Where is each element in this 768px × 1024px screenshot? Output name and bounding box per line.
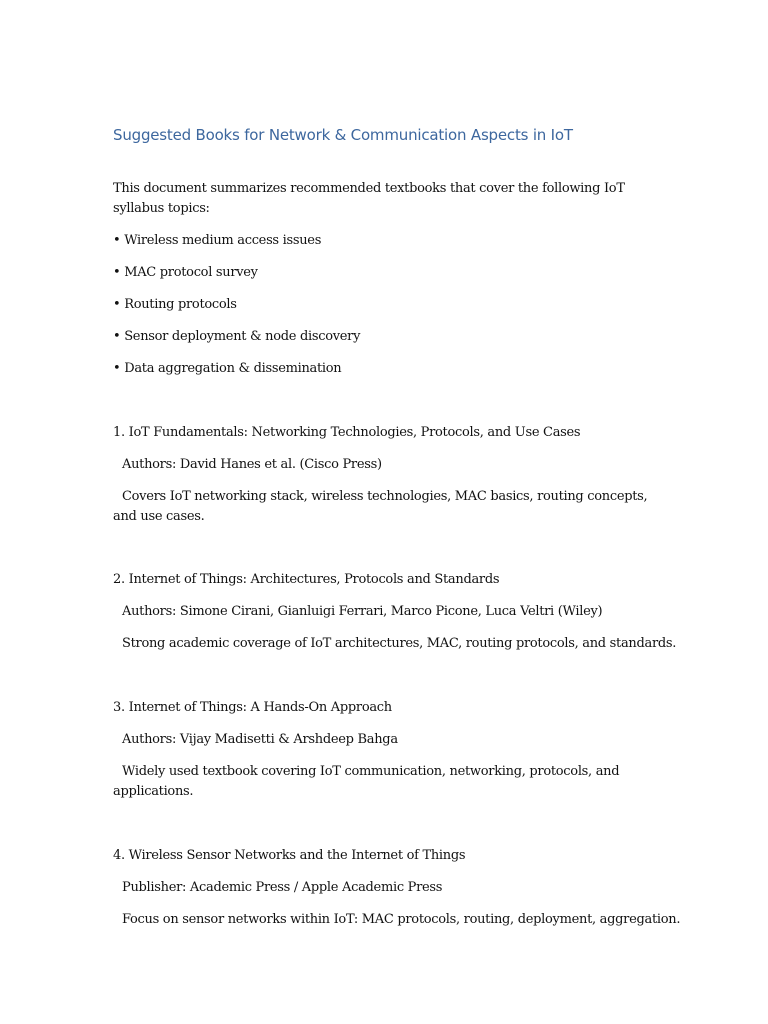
book-credit: Authors: David Hanes et al. (Cisco Press) — [122, 457, 382, 472]
topic-item: • Data aggregation & dissemination — [113, 361, 342, 376]
book-title: 3. Internet of Things: A Hands-On Approach — [113, 700, 392, 715]
topic-item: • Routing protocols — [113, 297, 237, 312]
book-credit: Authors: Vijay Madisetti & Arshdeep Bahga — [122, 732, 398, 747]
book-title: 1. IoT Fundamentals: Networking Technologies, Protocols, and Use Cases — [113, 425, 581, 440]
book-description: Strong academic coverage of IoT architectures, MAC, routing protocols, and standards. — [122, 636, 677, 651]
intro-paragraph: This document summarizes recommended textbooks that cover the following IoT syllabus topics: — [113, 181, 625, 216]
topic-item: • Wireless medium access issues — [113, 233, 322, 248]
topic-item: • Sensor deployment & node discovery — [113, 329, 361, 344]
book-description: Focus on sensor networks within IoT: MAC protocols, routing, deployment, aggregation. — [122, 912, 681, 927]
topic-item: • MAC protocol survey — [113, 265, 258, 280]
book-description: Covers IoT networking stack, wireless technologies, MAC basics, routing concepts, and use cases. — [113, 489, 648, 524]
book-title: 4. Wireless Sensor Networks and the Internet of Things — [113, 848, 466, 863]
book-credit: Publisher: Academic Press / Apple Academic Press — [122, 880, 443, 895]
book-description: Widely used textbook covering IoT communication, networking, protocols, and applications. — [113, 764, 620, 799]
book-credit: Authors: Simone Cirani, Gianluigi Ferrari, Marco Picone, Luca Veltri (Wiley) — [122, 604, 603, 619]
document-title: Suggested Books for Network & Communication Aspects in IoT — [113, 126, 573, 144]
book-title: 2. Internet of Things: Architectures, Protocols and Standards — [113, 572, 500, 587]
